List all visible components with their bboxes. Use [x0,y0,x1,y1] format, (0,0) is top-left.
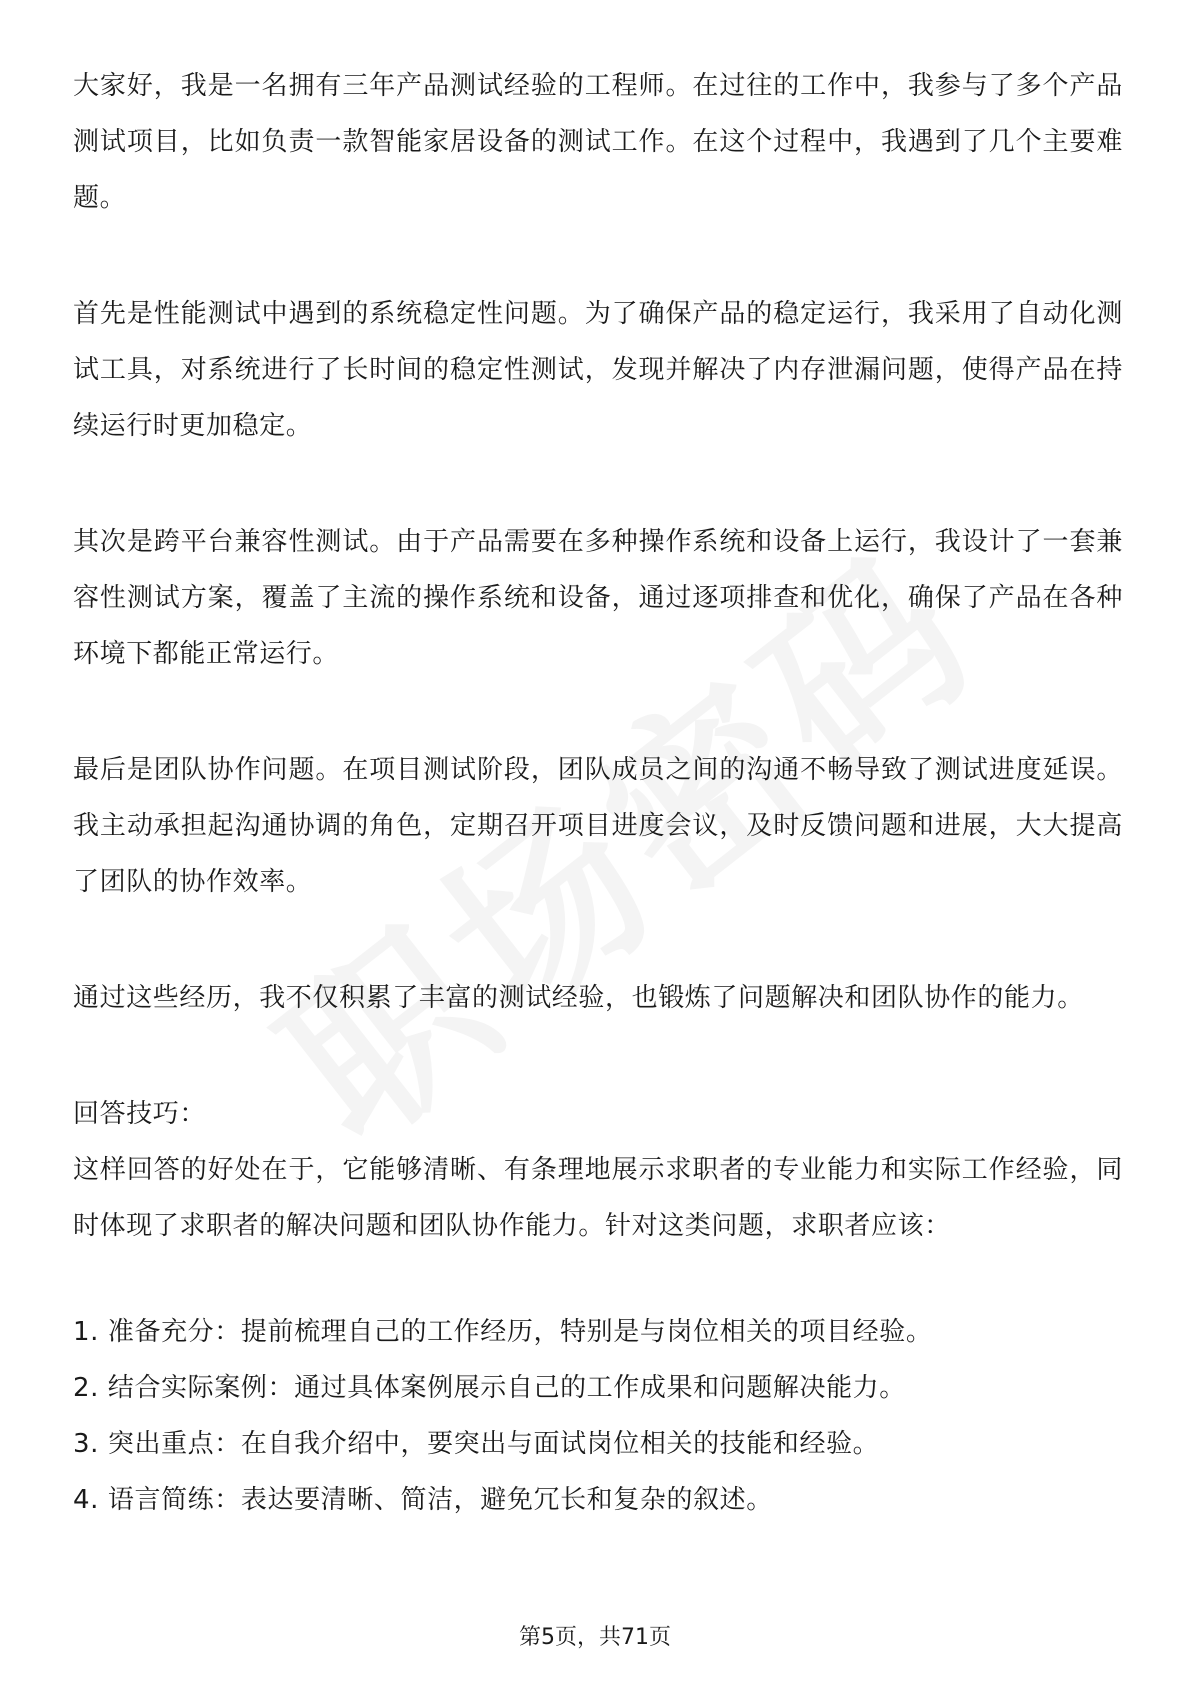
list-item: 1. 准备充分：提前梳理自己的工作经历，特别是与岗位相关的项目经验。 [73,1317,933,1347]
list-item: 2. 结合实际案例：通过具体案例展示自己的工作成果和问题解决能力。 [73,1373,906,1403]
compatibility-paragraph: 其次是跨平台兼容性测试。由于产品需要在多种操作系统和设备上运行，我设计了一套兼容性测试方案，覆盖了主流的操作系统和设备，通过逐项排查和优化，确保了产品在各种环境下都能正常运行。 [73,527,1123,669]
list-item: 3. 突出重点：在自我介绍中，要突出与面试岗位相关的技能和经验。 [73,1429,880,1459]
list-item: 4. 语言简练：表达要清晰、简洁，避免冗长和复杂的叙述。 [73,1485,773,1515]
teamwork-paragraph: 最后是团队协作问题。在项目测试阶段，团队成员之间的沟通不畅导致了测试进度延误。我主动承担起沟通协调的角色，定期召开项目进度会议，及时反馈问题和进展，大大提高了团队的协作效率。 [73,755,1123,897]
intro-paragraph: 大家好，我是一名拥有三年产品测试经验的工程师。在过往的工作中，我参与了多个产品测试项目，比如负责一款智能家居设备的测试工作。在这个过程中，我遇到了几个主要难题。 [73,71,1123,213]
document-body [73,58,1123,1528]
page-number: 第5页，共71页 [519,1625,671,1650]
tips-list [73,1304,1123,1528]
summary-paragraph: 通过这些经历，我不仅积累了丰富的测试经验，也锻炼了问题解决和团队协作的能力。 [73,983,1084,1013]
tips-heading: 回答技巧： [73,1099,207,1129]
stability-paragraph: 首先是性能测试中遇到的系统稳定性问题。为了确保产品的稳定运行，我采用了自动化测试工具，对系统进行了长时间的稳定性测试，发现并解决了内存泄漏问题，使得产品在持续运行时更加稳定。 [73,299,1123,441]
tips-intro-paragraph: 这样回答的好处在于，它能够清晰、有条理地展示求职者的专业能力和实际工作经验，同时体现了求职者的解决问题和团队协作能力。针对这类问题，求职者应该： [73,1155,1123,1241]
